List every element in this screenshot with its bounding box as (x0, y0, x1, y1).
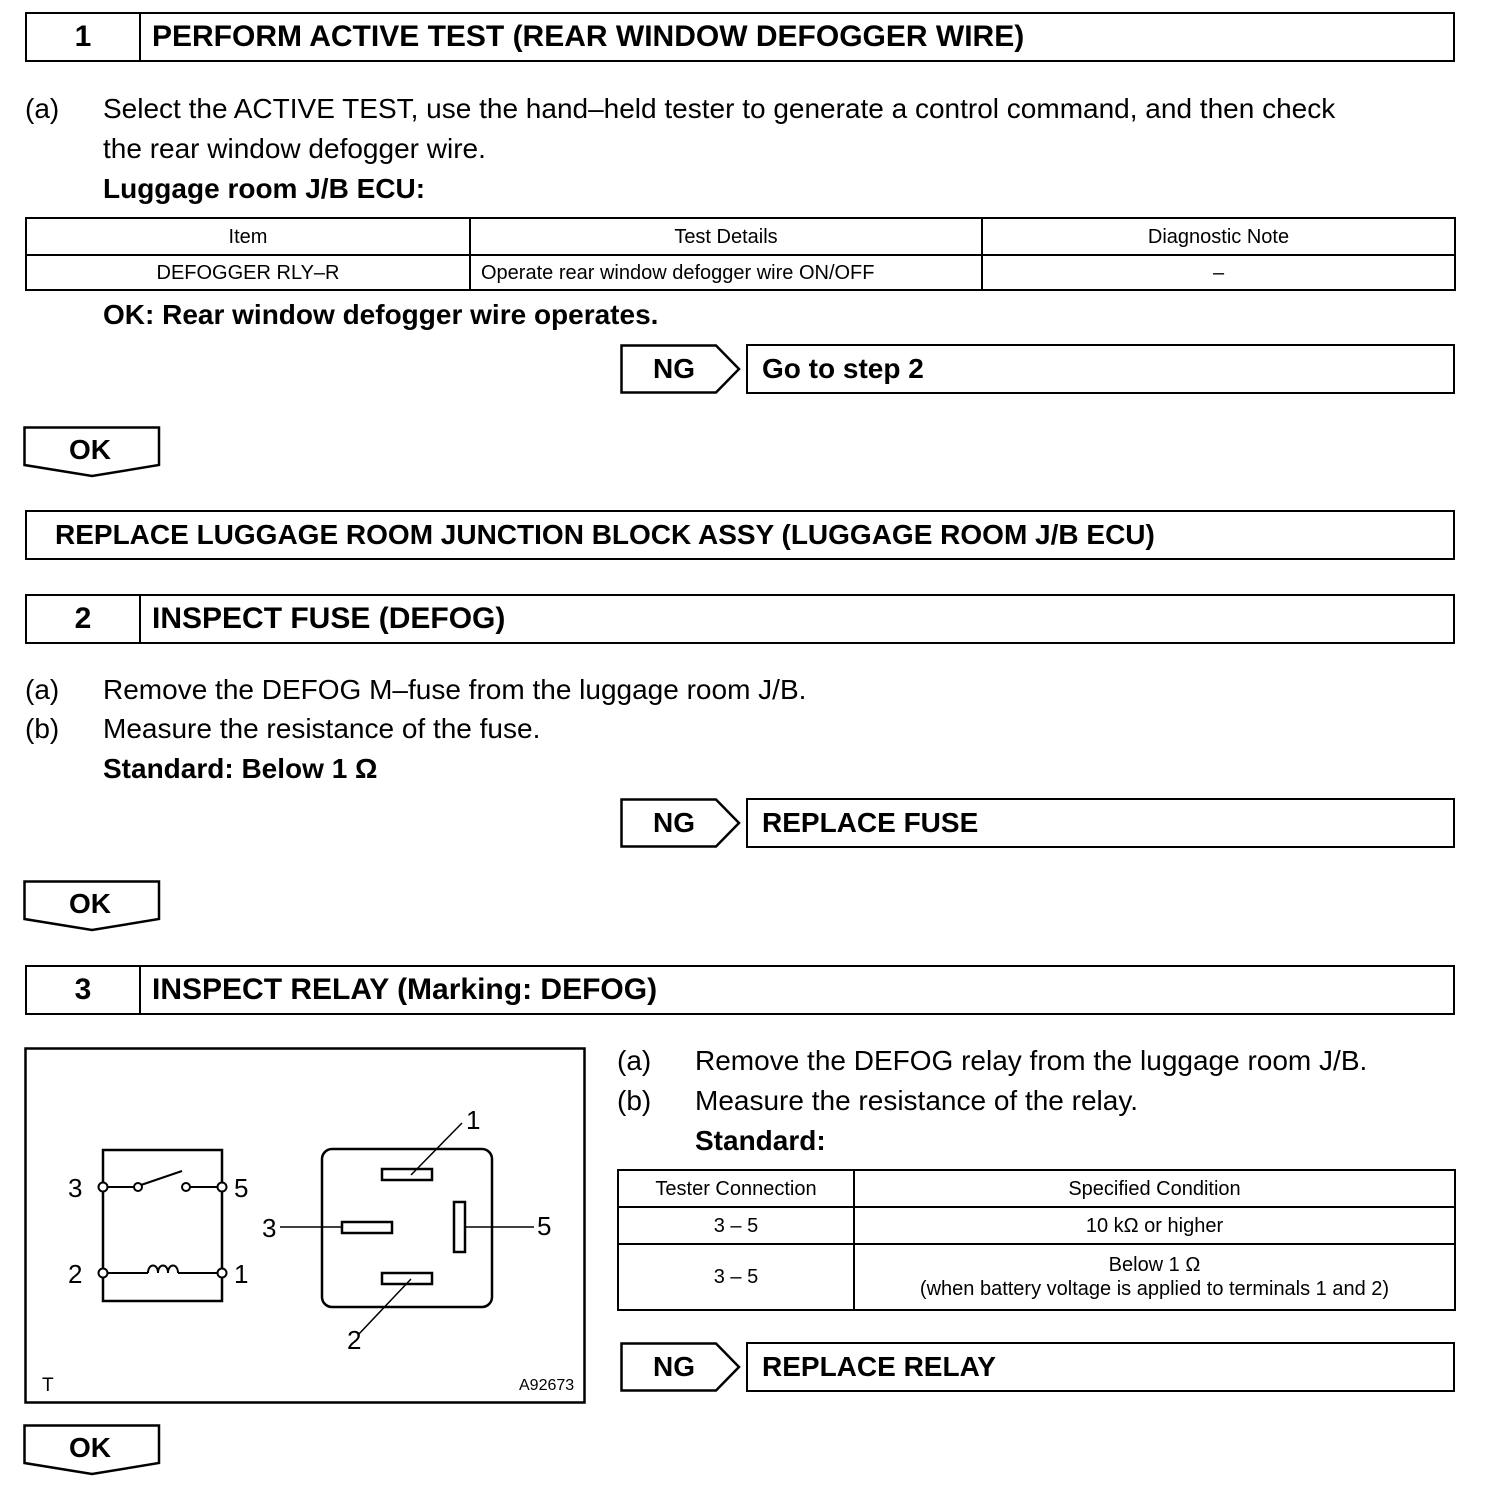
ng-label: NG (653, 353, 695, 384)
connector-label-2: 2 (347, 1325, 362, 1355)
corner-code: T (42, 1375, 54, 1396)
table-row (618, 1244, 1455, 1310)
replace-ecu-box: REPLACE LUGGAGE ROOM JUNCTION BLOCK ASSY (LUGGAGE ROOM J/B ECU) (25, 510, 1455, 560)
ng-action-box: REPLACE FUSE (746, 798, 1455, 848)
step-1-ok-text: OK: Rear window defogger wire operates. (103, 299, 659, 330)
step-3-a-text: Remove the DEFOG relay from the luggage room J/B. (695, 1045, 1368, 1076)
step-3-header (25, 965, 1455, 1015)
step-2-b-label: (b) (25, 713, 60, 744)
table-row (618, 1207, 1455, 1244)
step-1-a-line1: Select the ACTIVE TEST, use the hand–held tester to generate a control command, and then check (103, 93, 1336, 124)
terminal-label-2: 2 (68, 1259, 83, 1289)
ng-arrow (620, 1342, 742, 1392)
table-header-row (26, 218, 1455, 255)
step-3-b-text: Measure the resistance of the relay. (695, 1085, 1139, 1116)
step-number: 3 (27, 967, 141, 1013)
step-3-a-label: (a) (617, 1045, 652, 1076)
table-header-cell: Test Details (470, 218, 982, 255)
step-1-a-label: (a) (25, 93, 60, 124)
ok-label: OK (69, 1432, 111, 1463)
terminal-label-5: 5 (234, 1173, 249, 1203)
step-title: INSPECT RELAY (Marking: DEFOG) (152, 973, 658, 1006)
ok-arrow (23, 426, 161, 478)
table-cell: 3 – 5 (618, 1244, 854, 1310)
step-1-a-line2: the rear window defogger wire. (103, 133, 486, 164)
step-3-b-label: (b) (617, 1085, 652, 1116)
table-header-cell: Diagnostic Note (982, 218, 1455, 255)
table-cell (854, 1244, 1455, 1310)
ok-label: OK (69, 888, 111, 919)
terminal-label-1: 1 (234, 1259, 249, 1289)
step-2-standard: Standard: Below 1 Ω (103, 753, 378, 784)
step-3-standard: Standard: (695, 1125, 826, 1156)
ng-arrow (620, 344, 742, 394)
condition-note: (when battery voltage is applied to terminals 1 and 2) (919, 1278, 1390, 1300)
ok-label: OK (69, 434, 111, 465)
table-cell: – (982, 255, 1455, 290)
table-cell: 3 – 5 (618, 1207, 854, 1244)
connector-label-3: 3 (262, 1213, 277, 1243)
ng-label: NG (653, 807, 695, 838)
table-row (26, 255, 1455, 290)
connector-label-1: 1 (466, 1105, 481, 1135)
step-1-header (25, 12, 1455, 62)
step-number: 2 (27, 596, 141, 642)
step-2-header (25, 594, 1455, 644)
table-header-cell: Tester Connection (618, 1170, 854, 1207)
connector-label-5: 5 (537, 1211, 552, 1241)
ng-label: NG (653, 1351, 695, 1382)
terminal-label-3: 3 (68, 1173, 83, 1203)
step-title: PERFORM ACTIVE TEST (REAR WINDOW DEFOGGER WIRE) (152, 20, 1025, 53)
table-cell: Operate rear window defogger wire ON/OFF (470, 255, 982, 290)
table-header-cell: Item (26, 218, 470, 255)
step-1-subtitle: Luggage room J/B ECU: (103, 173, 426, 204)
condition-line: Below 1 Ω (1108, 1254, 1201, 1276)
active-test-table (25, 217, 1456, 291)
ng-arrow (620, 798, 742, 848)
table-header-row (618, 1170, 1455, 1207)
table-header-cell: Specified Condition (854, 1170, 1455, 1207)
relay-spec-table (617, 1169, 1456, 1311)
ok-arrow (23, 880, 161, 932)
step-2-a-label: (a) (25, 674, 60, 705)
step-2-a-text: Remove the DEFOG M–fuse from the luggage room J/B. (103, 674, 807, 705)
ok-arrow (23, 1424, 161, 1476)
step-2-b-text: Measure the resistance of the fuse. (103, 713, 541, 744)
step-title: INSPECT FUSE (DEFOG) (152, 602, 506, 635)
ng-action-box: REPLACE RELAY (746, 1342, 1455, 1392)
table-cell: 10 kΩ or higher (854, 1207, 1455, 1244)
table-cell: DEFOGGER RLY–R (26, 255, 470, 290)
relay-diagram (24, 1047, 586, 1404)
ng-action-box: Go to step 2 (746, 344, 1455, 394)
figure-id: A92673 (519, 1377, 575, 1394)
step-number: 1 (27, 14, 141, 60)
